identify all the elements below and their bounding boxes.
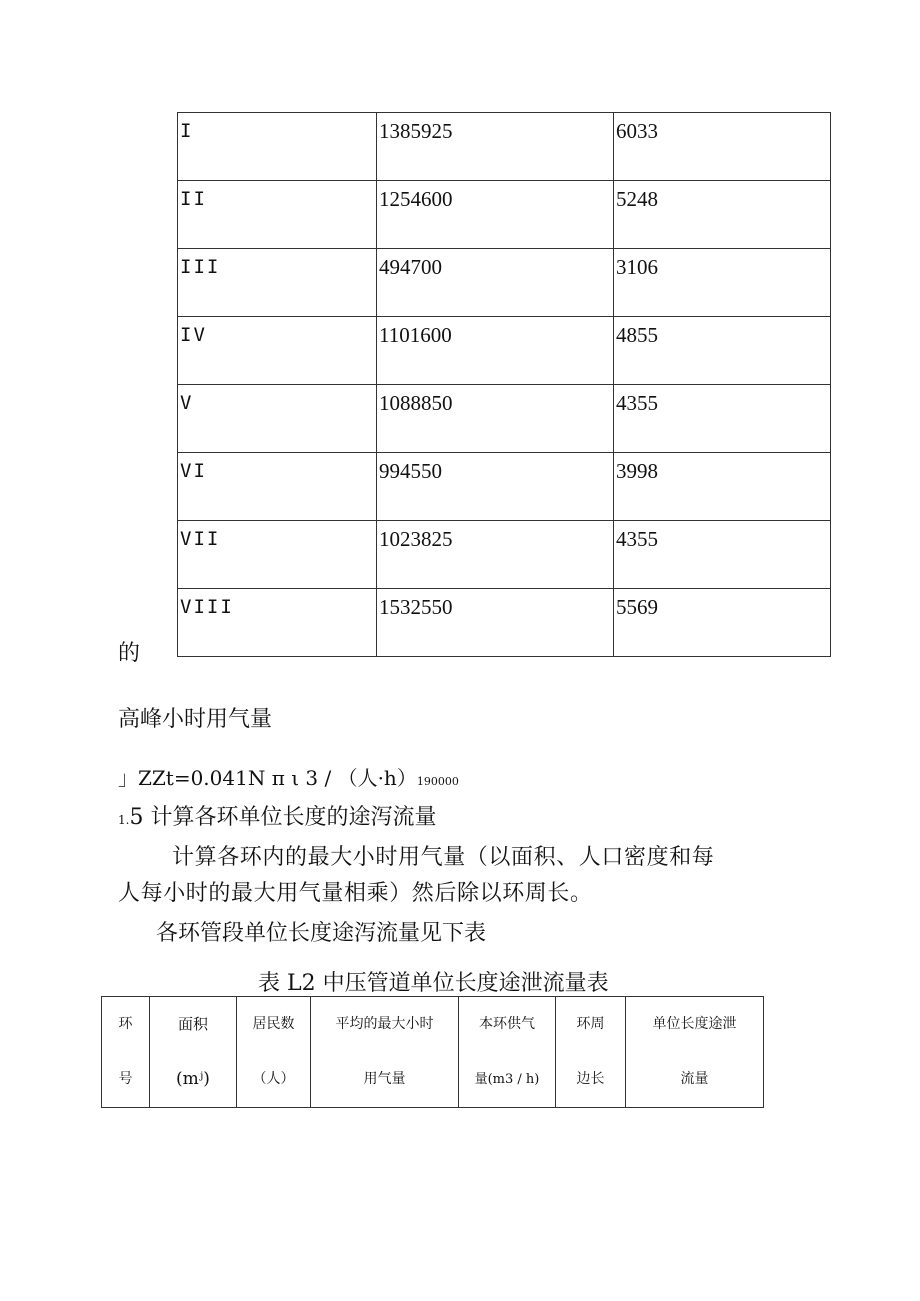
section-number: 1. xyxy=(118,813,130,827)
header-line: 本环供气 xyxy=(479,1016,535,1032)
column-header xyxy=(626,997,764,1108)
table-row xyxy=(178,589,831,657)
header-line: 边长 xyxy=(576,1071,605,1087)
header-line: 号 xyxy=(118,1071,133,1087)
header-line: 单位长度途泄 xyxy=(652,1016,737,1032)
perimeter-cell: 5569 xyxy=(614,589,831,657)
header-line: 居民数 xyxy=(252,1016,295,1032)
header-line: （人） xyxy=(252,1071,295,1087)
table-row xyxy=(178,453,831,521)
table-row xyxy=(178,317,831,385)
ring-number-cell: V xyxy=(178,385,377,453)
area-cell: 1101600 xyxy=(377,317,614,385)
area-cell: 994550 xyxy=(377,453,614,521)
paragraph-line: 各环管段单位长度途泻流量见下表 xyxy=(156,921,487,946)
header-line: 环周 xyxy=(576,1016,605,1032)
ring-number-cell: III xyxy=(178,249,377,317)
fragment-text: 的 xyxy=(118,641,141,666)
perimeter-cell: 4355 xyxy=(614,521,831,589)
perimeter-cell: 3106 xyxy=(614,249,831,317)
ring-number-cell: I xyxy=(178,113,377,181)
flow-rate-table xyxy=(101,996,764,1108)
perimeter-cell: 6033 xyxy=(614,113,831,181)
column-header xyxy=(311,997,459,1108)
table-caption: 表 L2 中压管道单位长度途泄流量表 xyxy=(258,971,609,996)
table-row xyxy=(178,181,831,249)
area-cell: 1023825 xyxy=(377,521,614,589)
ring-number-cell: VI xyxy=(178,453,377,521)
formula-main: 」ZZt=0.041N π ι 3 / （人·h） xyxy=(118,766,417,790)
paragraph-line: 计算各环内的最大小时用气量（以面积、人口密度和每 xyxy=(172,845,715,870)
area-cell: 1088850 xyxy=(377,385,614,453)
section-title: 5 计算各环单位长度的途泻流量 xyxy=(129,805,437,830)
perimeter-cell: 3998 xyxy=(614,453,831,521)
area-cell: 1254600 xyxy=(377,181,614,249)
peak-hour-label: 高峰小时用气量 xyxy=(118,707,273,732)
header-line: (mʲ) xyxy=(176,1069,210,1089)
area-cell: 494700 xyxy=(377,249,614,317)
table-row xyxy=(178,249,831,317)
column-header xyxy=(556,997,626,1108)
ring-number-cell: VII xyxy=(178,521,377,589)
table-row xyxy=(178,385,831,453)
perimeter-cell: 5248 xyxy=(614,181,831,249)
header-line: 用气量 xyxy=(363,1071,406,1087)
column-header xyxy=(237,997,311,1108)
column-header xyxy=(459,997,556,1108)
header-line: 平均的最大小时 xyxy=(335,1016,434,1032)
table-row xyxy=(178,521,831,589)
area-cell: 1385925 xyxy=(377,113,614,181)
header-line: 环 xyxy=(118,1016,133,1032)
formula-line xyxy=(118,762,459,791)
header-line: 面积 xyxy=(177,1015,208,1033)
perimeter-cell: 4855 xyxy=(614,317,831,385)
ring-data-table xyxy=(177,112,831,657)
ring-number-cell: IV xyxy=(178,317,377,385)
header-line: 流量 xyxy=(680,1071,709,1087)
ring-number-cell: VIII xyxy=(178,589,377,657)
column-header xyxy=(102,997,150,1108)
paragraph-line: 人每小时的最大用气量相乘）然后除以环周长。 xyxy=(118,881,593,906)
ring-number-cell: II xyxy=(178,181,377,249)
section-heading xyxy=(118,800,436,831)
area-cell: 1532550 xyxy=(377,589,614,657)
header-line: 量(m3 / h) xyxy=(474,1072,540,1087)
table-header-row xyxy=(102,997,764,1108)
column-header xyxy=(150,997,237,1108)
table-row xyxy=(178,113,831,181)
perimeter-cell: 4355 xyxy=(614,385,831,453)
formula-subscript: 190000 xyxy=(416,775,459,788)
